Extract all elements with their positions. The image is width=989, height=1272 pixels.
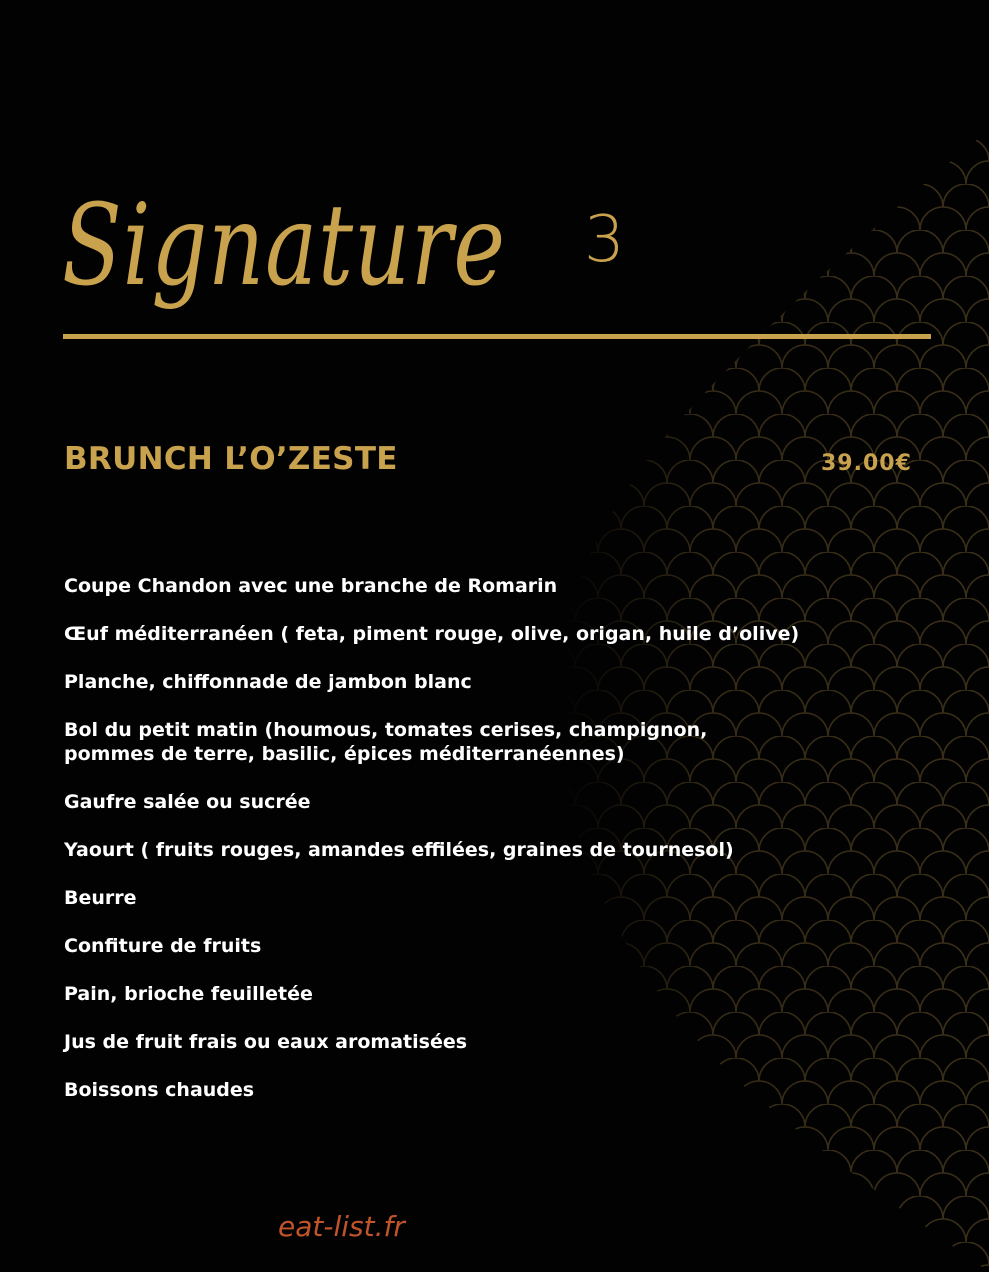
section-price: 39.00€ bbox=[821, 451, 912, 476]
menu-title-script: Signature bbox=[62, 181, 506, 311]
gold-divider bbox=[63, 334, 931, 339]
menu-item: Planche, chiffonnade de jambon blanc bbox=[64, 671, 472, 693]
menu-title bbox=[62, 150, 631, 330]
menu-item: Confiture de fruits bbox=[64, 935, 262, 957]
menu-item: Gaufre salée ou sucrée bbox=[64, 791, 311, 813]
menu-title-number: 3 bbox=[584, 203, 625, 277]
menu-item: Coupe Chandon avec une branche de Romarin bbox=[64, 575, 558, 597]
menu-item: Œuf méditerranéen ( feta, piment rouge, olive, origan, huile d’olive) bbox=[64, 623, 800, 645]
menu-item: Yaourt ( fruits rouges, amandes effilées, graines de tournesol) bbox=[64, 839, 734, 861]
menu-item: Boissons chaudes bbox=[64, 1079, 255, 1101]
menu-item: Beurre bbox=[64, 887, 137, 909]
menu-item: Jus de fruit frais ou eaux aromatisées bbox=[64, 1031, 468, 1053]
section-title: BRUNCH L’O’ZESTE bbox=[64, 441, 398, 477]
menu-item: Pain, brioche feuilletée bbox=[64, 983, 313, 1005]
menu-item-list bbox=[64, 574, 884, 1126]
menu-item: Bol du petit matin (houmous, tomates cerises, champignon, pommes de terre, basilic, épices méditerranéennes) bbox=[64, 719, 708, 765]
watermark: eat-list.fr bbox=[278, 1210, 405, 1243]
